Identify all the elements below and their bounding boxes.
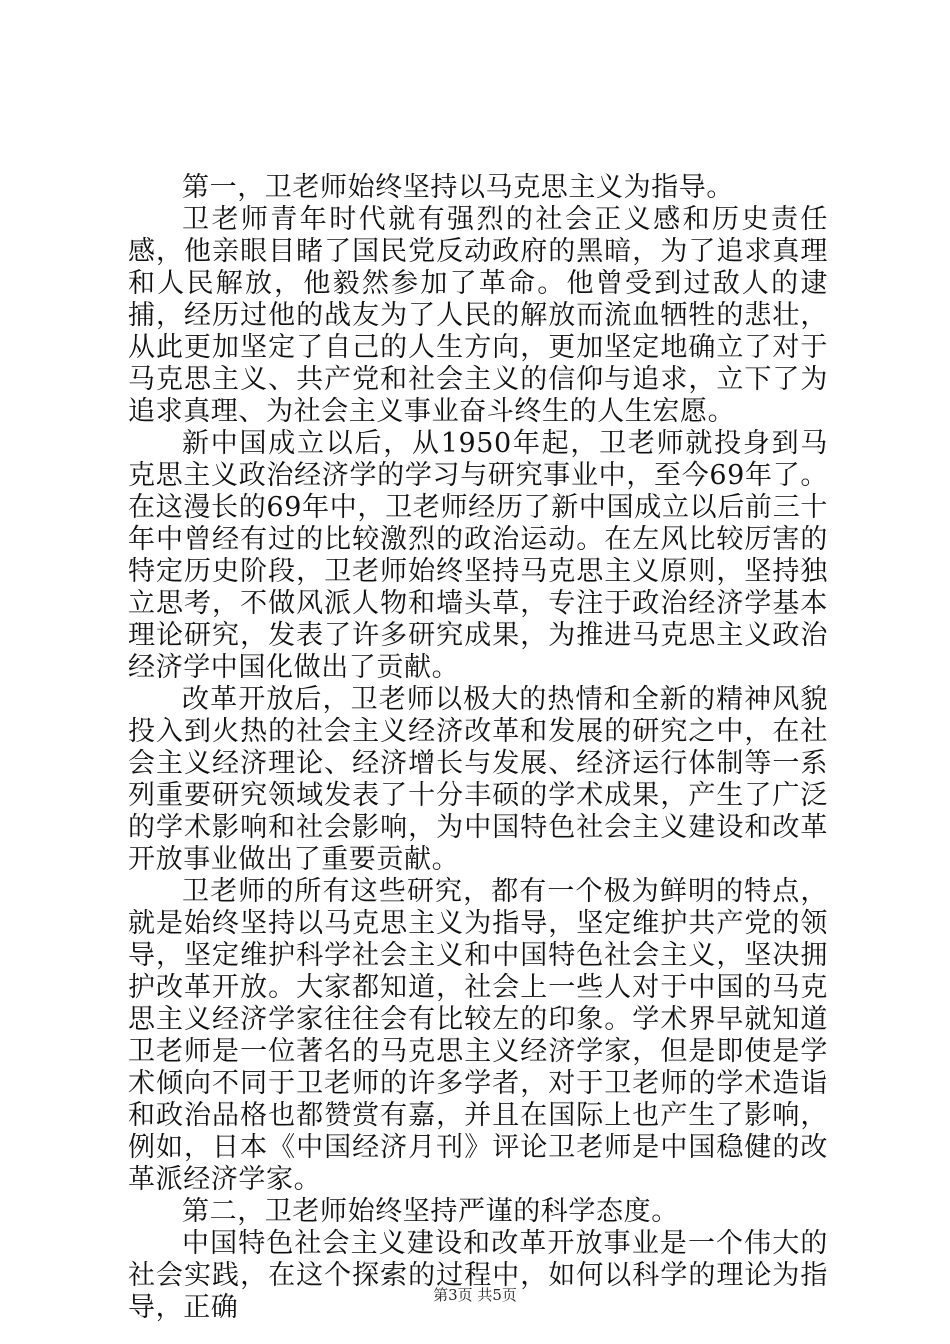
paragraph-3: 新中国成立以后，从1950年起，卫老师就投身到马克思主义政治经济学的学习与研究事业中，至今69年了。在这漫长的69年中，卫老师经历了新中国成立以后前三十年中曾经有过的比较激烈的政治运动。在左风比较厉害的特定历史阶段，卫老师始终坚持马克思主义原则，坚持独立思考，不做风派人物和墙头草，专注于政治经济学基本理论研究，发表了许多研究成果，为推进马克思主义政治经济学中国化做出了贡献。 bbox=[128, 428, 828, 683]
paragraph-2: 卫老师青年时代就有强烈的社会正义感和历史责任感，他亲眼目睹了国民党反动政府的黑暗，为了追求真理和人民解放，他毅然参加了革命。他曾受到过敌人的逮捕，经历过他的战友为了人民的解放而流血牺牲的悲壮，从此更加坚定了自己的人生方向，更加坚定地确立了对于马克思主义、共产党和社会主义的信仰与追求，立下了为追求真理、为社会主义事业奋斗终生的人生宏愿。 bbox=[128, 204, 828, 427]
page-footer: 第3页 共5页 bbox=[433, 1286, 517, 1304]
paragraph-1: 第一，卫老师始终坚持以马克思主义为指导。 bbox=[182, 172, 734, 203]
paragraph-5: 卫老师的所有这些研究，都有一个极为鲜明的特点，就是始终坚持以马克思主义为指导，坚定维护共产党的领导，坚定维护科学社会主义和中国特色社会主义，坚决拥护改革开放。大家都知道，社会上一些人对于中国的马克思主义经济学家往往会有比较左的印象。学术界早就知道卫老师是一位著名的马克思主义经济学家，但是即使是学术倾向不同于卫老师的许多学者，对于卫老师的学术造诣和政治品格也都赞赏有嘉，并且在国际上也产生了影响，例如，日本《中国经济月刊》评论卫老师是中国稳健的改革派经济学家。 bbox=[128, 876, 828, 1195]
paragraph-6: 第二，卫老师始终坚持严谨的科学态度。 bbox=[182, 1196, 679, 1227]
paragraph-4: 改革开放后，卫老师以极大的热情和全新的精神风貌投入到火热的社会主义经济改革和发展的研究之中，在社会主义经济理论、经济增长与发展、经济运行体制等一系列重要研究领域发表了十分丰硕的学术成果，产生了广泛的学术影响和社会影响，为中国特色社会主义建设和改革开放事业做出了重要贡献。 bbox=[128, 684, 828, 875]
paragraph-7: 中国特色社会主义建设和改革开放事业是一个伟大的社会实践，在这个探索的过程中，如何以科学的理论为指导，正确 bbox=[128, 1228, 828, 1323]
document-body bbox=[128, 172, 828, 1324]
